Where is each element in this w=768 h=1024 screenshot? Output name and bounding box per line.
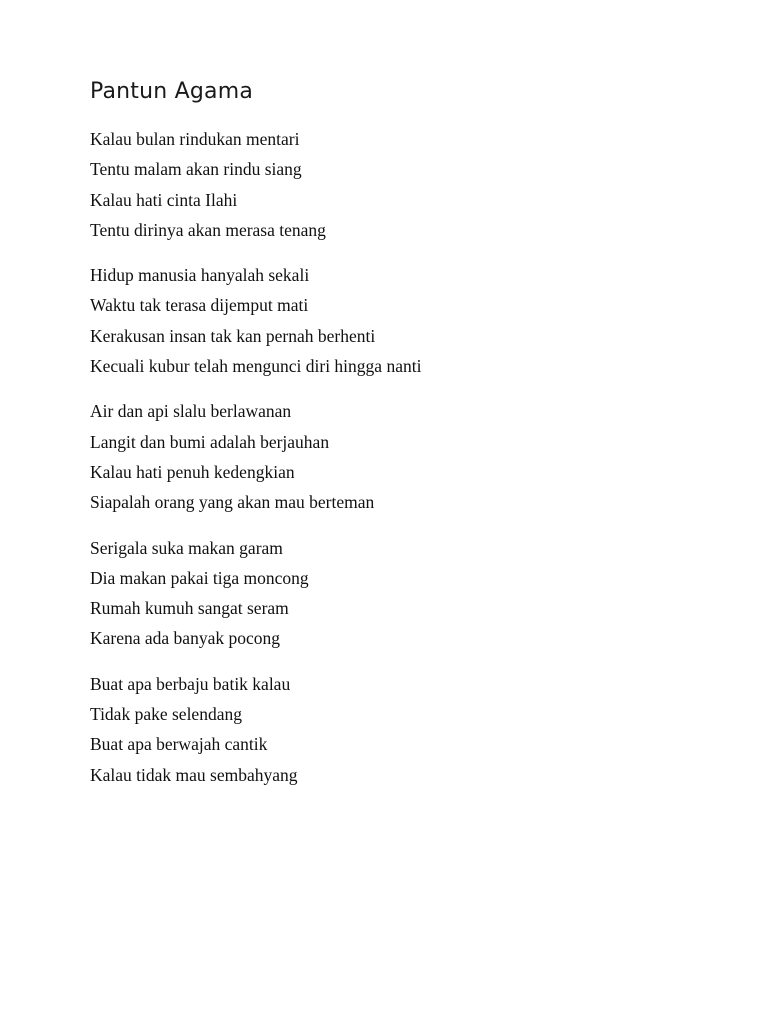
poem-line: Air dan api slalu berlawanan	[90, 401, 292, 422]
poem-body	[90, 124, 710, 805]
poem-line: Hidup manusia hanyalah sekali	[90, 265, 310, 286]
stanza-3	[90, 396, 710, 517]
poem-line: Tidak pake selendang	[90, 704, 242, 725]
poem-line: Kalau bulan rindukan mentari	[90, 129, 300, 149]
poem-line: Karena ada banyak pocong	[90, 628, 280, 649]
poem-line: Tentu dirinya akan merasa tenang	[90, 219, 326, 240]
poem-line: Rumah kumuh sangat seram	[90, 598, 289, 619]
poem-line: Siapalah orang yang akan mau berteman	[90, 492, 375, 513]
stanza-4	[90, 533, 710, 654]
poem-line: Serigala suka makan garam	[90, 537, 283, 558]
poem-line: Waktu tak terasa dijemput mati	[90, 295, 309, 316]
poem-line: Kecuali kubur telah mengunci diri hingga nanti	[90, 356, 422, 377]
stanza-1	[90, 124, 710, 245]
poem-line: Kalau hati cinta Ilahi	[90, 189, 238, 210]
poem-line: Tentu malam akan rindu siang	[90, 159, 302, 180]
poem-line: Dia makan pakai tiga moncong	[90, 567, 309, 588]
stanza-2	[90, 260, 710, 381]
poem-line: Buat apa berwajah cantik	[90, 734, 268, 755]
poem-line: Kalau hati penuh kedengkian	[90, 461, 295, 482]
poem-line: Kerakusan insan tak kan pernah berhenti	[90, 325, 376, 346]
poem-line: Kalau tidak mau sembahyang	[90, 764, 298, 785]
stanza-5	[90, 669, 710, 790]
poem-line: Buat apa berbaju batik kalau	[90, 673, 291, 694]
page-title: Pantun Agama	[90, 79, 254, 104]
poem-line: Langit dan bumi adalah berjauhan	[90, 431, 330, 452]
